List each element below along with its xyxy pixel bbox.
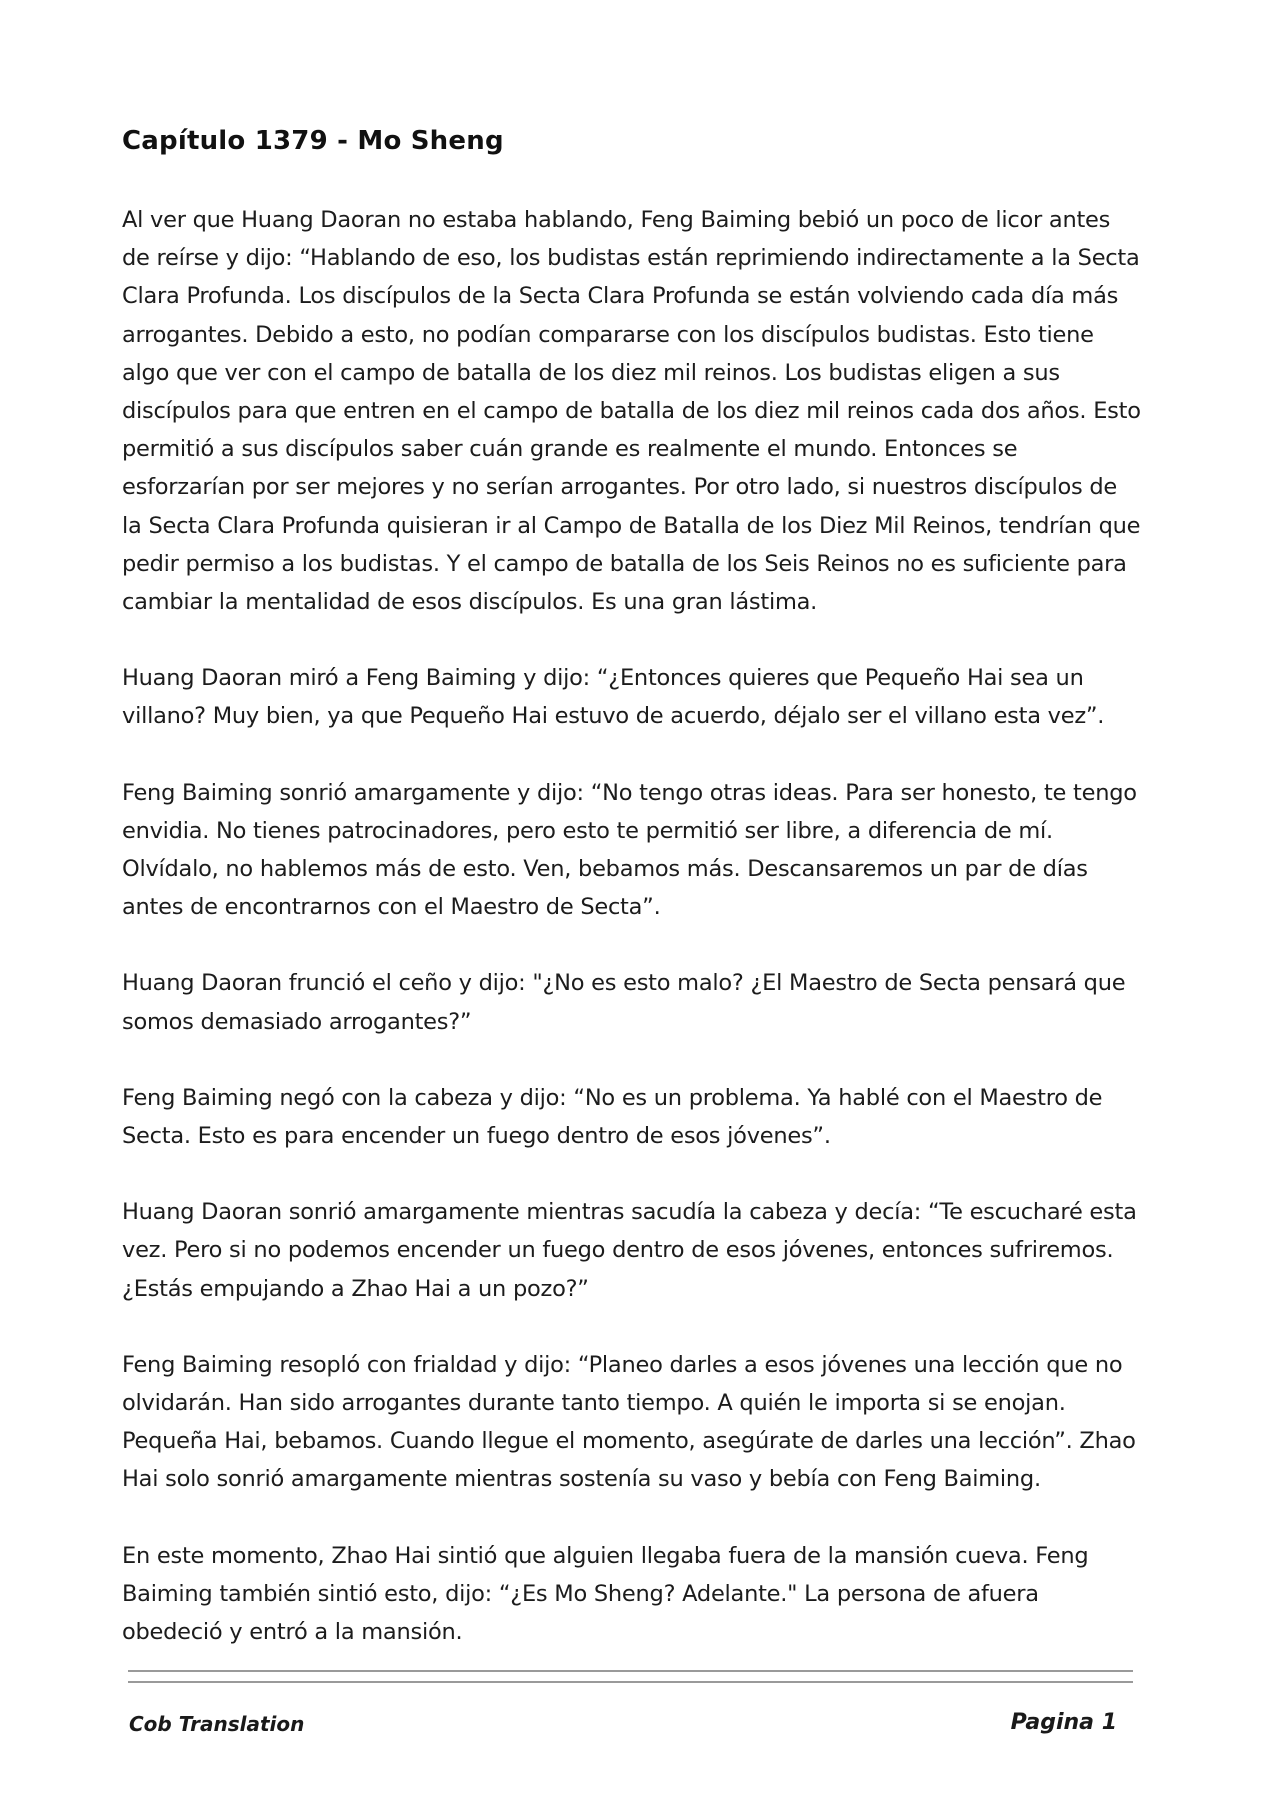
paragraph: Feng Baiming negó con la cabeza y dijo: “No es un problema. Ya hablé con el Maestro de Secta. Esto es para encender un fuego dentro de esos jóvenes”. (122, 1084, 1103, 1150)
footer-divider-bottom (128, 1681, 1133, 1683)
footer-credit: Cob Translation (129, 1712, 305, 1736)
paragraph: Huang Daoran sonrió amargamente mientras sacudía la cabeza y decía: “Te escucharé esta vez. Pero si no podemos encender un fuego dentro de esos jóvenes, entonces sufriremos. ¿Estás empujando a Zhao Hai a un pozo?” (122, 1199, 1137, 1302)
paragraph: Huang Daoran frunció el ceño y dijo: "¿No es esto malo? ¿El Maestro de Secta pensará que somos demasiado arrogantes?” (122, 970, 1126, 1035)
chapter-body (122, 201, 1142, 1689)
paragraph: Feng Baiming resopló con frialdad y dijo: “Planeo darles a esos jóvenes una lección que no olvidarán. Han sido arrogantes durante tanto tiempo. A quién le importa si se enojan. Pequeña Hai, bebamos. Cuando llegue el momento, asegúrate de darles una lección”. Zhao Hai solo sonrió amargamente mientras sostenía su vaso y bebía con Feng Baiming. (122, 1351, 1136, 1493)
chapter-title: Capítulo 1379 - Mo Sheng (122, 126, 504, 156)
footer-divider-top (128, 1670, 1133, 1672)
paragraph: Feng Baiming sonrió amargamente y dijo: “No tengo otras ideas. Para ser honesto, te tengo envidia. No tienes patrocinadores, pero esto te permitió ser libre, a diferencia de mí. Olvídalo, no hablemos más de esto. Ven, bebamos más. Descansaremos un par de días antes de encontrarnos con el Maestro de Secta”. (122, 779, 1137, 921)
paragraph: En este momento, Zhao Hai sintió que alguien llegaba fuera de la mansión cueva. Feng Baiming también sintió esto, dijo: “¿Es Mo Sheng? Adelante." La persona de afuera obedeció y entró a la mansión. (122, 1542, 1089, 1646)
paragraph: Huang Daoran miró a Feng Baiming y dijo: “¿Entonces quieres que Pequeño Hai sea un villano? Muy bien, ya que Pequeño Hai estuvo de acuerdo, déjalo ser el villano esta vez”. (122, 665, 1105, 730)
page-number: Pagina 1 (1010, 1710, 1117, 1735)
paragraph: Al ver que Huang Daoran no estaba hablando, Feng Baiming bebió un poco de licor antes de reírse y dijo: “Hablando de eso, los budistas están reprimiendo indirectamente a la Secta Clara Profunda. Los discípulos de la Secta Clara Profunda se están volviendo cada día más arrogantes. Debido a esto, no podían compararse con los discípulos budistas. Esto tiene algo que ver con el campo de batalla de los diez mil reinos. Los budistas eligen a sus discípulos para que entren en el campo de batalla de los diez mil reinos cada dos años. Esto permitió a sus discípulos saber cuán grande es realmente el mundo. Entonces se esforzarían por ser mejores y no serían arrogantes. Por otro lado, si nuestros discípulos de la Secta Clara Profunda quisieran ir al Campo de Batalla de los Diez Mil Reinos, tendrían que pedir permiso a los budistas. Y el campo de batalla de los Seis Reinos no es suficiente para cambiar la mentalidad de esos discípulos. Es una gran lástima. (122, 207, 1141, 616)
